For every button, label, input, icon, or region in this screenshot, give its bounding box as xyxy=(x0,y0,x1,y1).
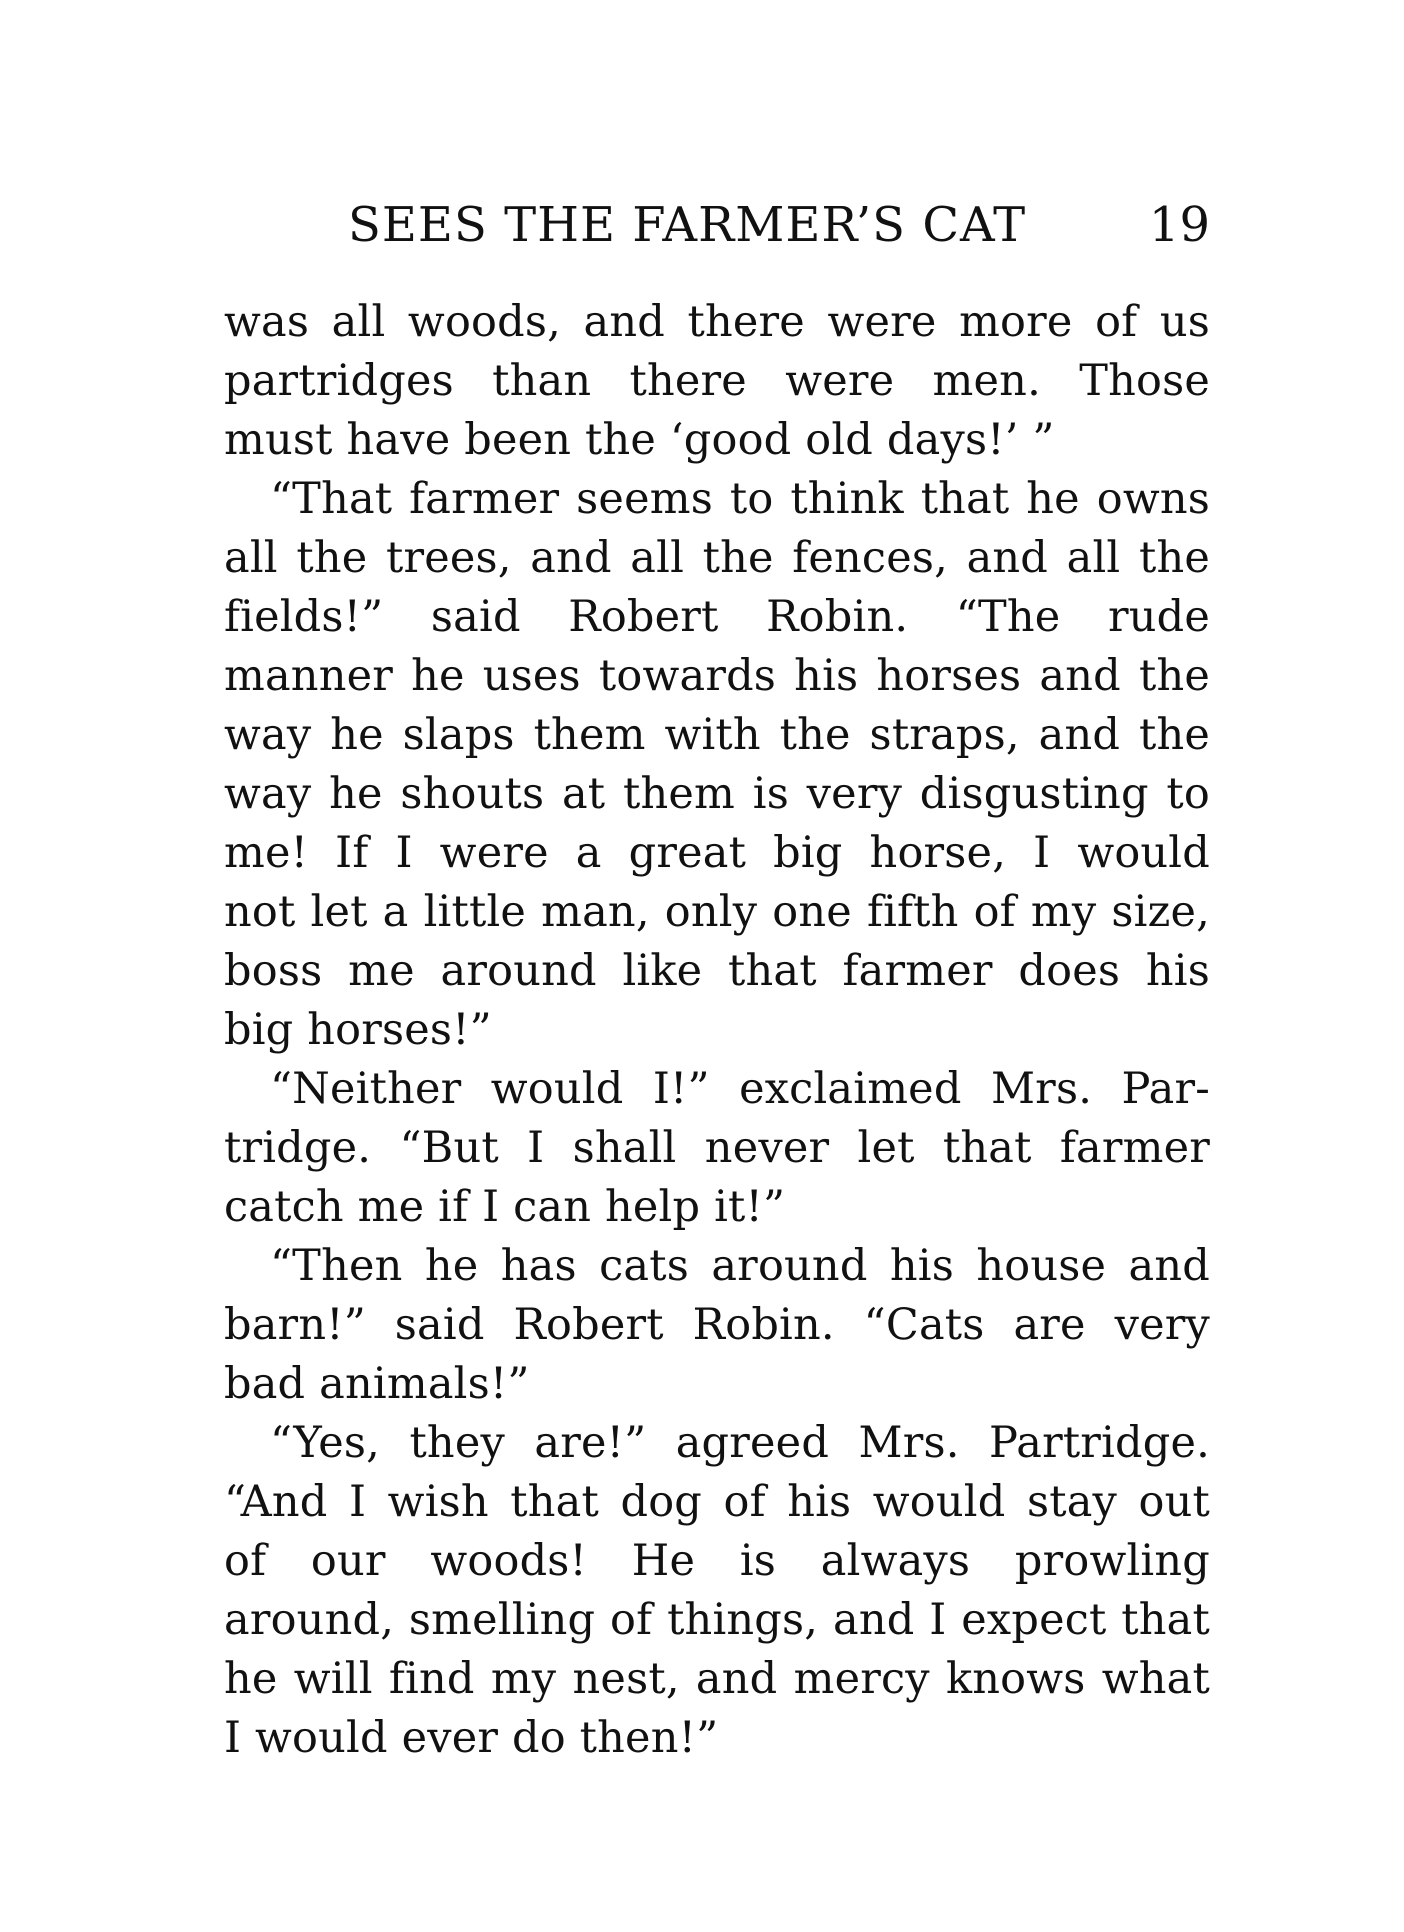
text-line: catch me if I can help it!” xyxy=(224,1182,786,1232)
body-text xyxy=(224,293,1210,1768)
text-line: me! If I were a great big horse, I would xyxy=(224,828,1210,878)
text-line: around, smelling of things, and I expect that xyxy=(224,1595,1210,1645)
text-line: “That farmer seems to think that he owns xyxy=(270,474,1210,524)
text-line: not let a little man, only one fifth of my size, xyxy=(224,887,1210,937)
text-line: way he shouts at them is very disgusting to xyxy=(224,769,1210,819)
text-line: partridges than there were men. Those xyxy=(224,356,1210,406)
text-line: “Neither would I!” exclaimed Mrs. Par- xyxy=(270,1064,1210,1114)
text-line: was all woods, and there were more of us xyxy=(224,297,1210,347)
text-line: boss me around like that farmer does his xyxy=(224,946,1210,996)
text-line: bad animals!” xyxy=(224,1359,530,1409)
running-title: SEES THE FARMER’S CAT xyxy=(348,197,1027,253)
text-line: fields!” said Robert Robin. “The rude xyxy=(224,592,1210,642)
text-line: way he slaps them with the straps, and the xyxy=(224,710,1210,760)
page-header xyxy=(348,196,1210,254)
text-line: must have been the ‘good old days!’ ” xyxy=(224,415,1055,465)
text-line: “Then he has cats around his house and xyxy=(270,1241,1210,1291)
page-number: 19 xyxy=(1148,197,1210,253)
text-line: big horses!” xyxy=(224,1005,492,1055)
text-line: “Yes, they are!” agreed Mrs. Partridge. xyxy=(270,1418,1210,1468)
text-line: manner he uses towards his horses and the xyxy=(224,651,1210,701)
text-line: tridge. “But I shall never let that farmer xyxy=(224,1123,1210,1173)
text-line: he will find my nest, and mercy knows what xyxy=(224,1654,1210,1704)
text-line: “And I wish that dog of his would stay out xyxy=(224,1477,1210,1527)
text-line: barn!” said Robert Robin. “Cats are very xyxy=(224,1300,1210,1350)
text-line: all the trees, and all the fences, and all the xyxy=(224,533,1210,583)
text-line: of our woods! He is always prowling xyxy=(224,1536,1210,1586)
text-line: I would ever do then!” xyxy=(224,1713,719,1763)
